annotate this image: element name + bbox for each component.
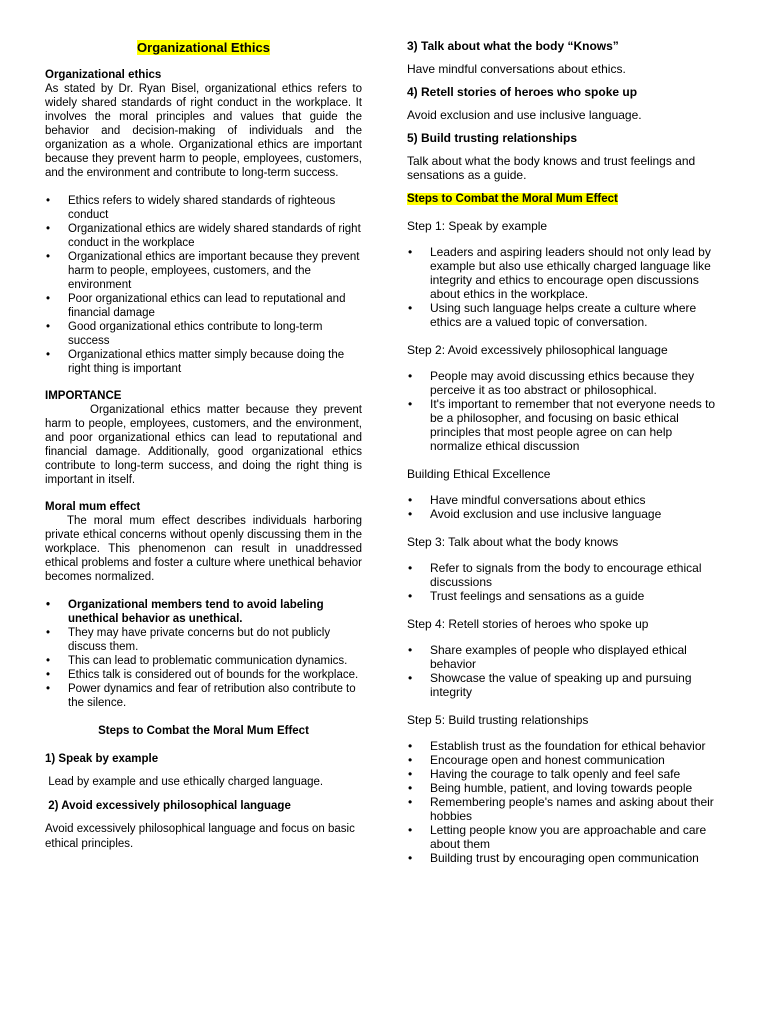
list-item: • Poor organizational ethics can lead to reputational and financial damage — [45, 292, 362, 320]
list-item: • Organizational ethics are important because they prevent harm to people, employees, customers, and the environment — [45, 250, 362, 292]
step1-label: Step 1: Speak by example — [407, 219, 548, 233]
section-heading-steps: Steps to Combat the Moral Mum Effect — [98, 725, 309, 737]
list-item: • Good organizational ethics contribute to long-term success — [45, 320, 362, 348]
list-item: • Trust feelings and sensations as a guide — [407, 589, 725, 603]
building-ethical-excellence-label: Building Ethical Excellence — [407, 467, 551, 481]
step5-bullets — [407, 739, 725, 865]
list-item: • Establish trust as the foundation for ethical behavior — [407, 739, 725, 753]
list-item: • Encourage open and honest communication — [407, 753, 725, 767]
step3-label: Step 3: Talk about what the body knows — [407, 535, 619, 549]
step4-bullets — [407, 643, 725, 699]
step1-bullets — [407, 245, 725, 329]
list-item: • Have mindful conversations about ethics — [407, 493, 725, 507]
building-ethical-excellence-bullets — [407, 493, 725, 521]
list-item: • Organizational ethics are widely shared standards of right conduct in the workplace — [45, 222, 362, 250]
list-item: • This can lead to problematic communication dynamics. — [45, 654, 362, 668]
section-heading-importance: IMPORTANCE — [45, 390, 122, 402]
steps-title — [407, 192, 725, 206]
list-item: • They may have private concerns but do not publicly discuss them. — [45, 626, 362, 654]
list-item: • Remembering people's names and asking about their hobbies — [407, 795, 725, 823]
list-item: • Having the courage to talk openly and feel safe — [407, 767, 725, 781]
step1-text: Lead by example and use ethically charged language. — [48, 776, 324, 788]
step5-label: Step 5: Build trusting relationships — [407, 713, 589, 727]
bullet-list-moral-mum — [45, 598, 362, 710]
paragraph-moral-mum: The moral mum effect describes individuals harboring private ethical concerns without openly discussing them in the workplace. This phenomenon can result in unaddressed ethical problems and foster a culture where unethical behavior becomes normalized. — [45, 515, 362, 583]
list-item: • Share examples of people who displayed ethical behavior — [407, 643, 725, 671]
list-item: • Ethics talk is considered out of bounds for the workplace. — [45, 668, 362, 682]
list-item: • Leaders and aspiring leaders should not only lead by example but also use ethically charged language like integrity and ethics to encourage open discussions about ethics in the workplace. — [407, 245, 725, 301]
list-item: • It's important to remember that not everyone needs to be a philosopher, and focusing on basic ethical principles that most people agree on can help normalize ethical discussion — [407, 397, 725, 453]
step2-bullets — [407, 369, 725, 453]
right-column — [407, 0, 725, 865]
step3-heading: 3) Talk about what the body “Knows” — [407, 39, 619, 53]
list-item: • Being humble, patient, and loving towards people — [407, 781, 725, 795]
list-item: • Showcase the value of speaking up and pursuing integrity — [407, 671, 725, 699]
list-item: • Letting people know you are approachable and care about them — [407, 823, 725, 851]
list-item: • Organizational members tend to avoid labeling unethical behavior as unethical. — [45, 598, 362, 626]
step4-text: Avoid exclusion and use inclusive language. — [407, 108, 642, 122]
step5-text: Talk about what the body knows and trust feelings and sensations as a guide. — [407, 154, 696, 182]
section-heading-moral-mum: Moral mum effect — [45, 501, 141, 513]
steps-title-text: Steps to Combat the Moral Mum Effect — [407, 193, 618, 205]
document-title — [45, 40, 362, 55]
step3-text: Have mindful conversations about ethics. — [407, 62, 626, 76]
list-item: • Ethics refers to widely shared standards of righteous conduct — [45, 194, 362, 222]
left-column — [45, 0, 362, 852]
step4-heading: 4) Retell stories of heroes who spoke up — [407, 85, 638, 99]
list-item: • Avoid exclusion and use inclusive language — [407, 507, 725, 521]
list-item: • People may avoid discussing ethics because they perceive it as too abstract or philosophical. — [407, 369, 725, 397]
step2-text: Avoid excessively philosophical language and focus on basic ethical principles. — [45, 823, 355, 850]
step2-heading: 2) Avoid excessively philosophical language — [48, 800, 291, 812]
list-item: • Refer to signals from the body to encourage ethical discussions — [407, 561, 725, 589]
list-item: • Building trust by encouraging open communication — [407, 851, 725, 865]
step3-bullets — [407, 561, 725, 603]
section-heading-organizational-ethics: Organizational ethics — [45, 69, 162, 81]
list-item: • Using such language helps create a culture where ethics are a valued topic of conversation. — [407, 301, 725, 329]
step2-label: Step 2: Avoid excessively philosophical language — [407, 343, 668, 357]
list-item: • Power dynamics and fear of retribution also contribute to the silence. — [45, 682, 362, 710]
bullet-list-ethics — [45, 194, 362, 376]
paragraph-importance: Organizational ethics matter because they prevent harm to people, employees, customers, and the environment, and poor organizational ethics can lead to reputational and financial damage. Additionally, good organizational ethics contribute to long-term success, and doing the right thing is important in itself. — [45, 404, 362, 486]
paragraph-definition: As stated by Dr. Ryan Bisel, organizational ethics refers to widely shared standards of right conduct in the workplace. It involves the moral principles and values that guide the behavior and decision-making of individuals and the organization as a whole. Organizational ethics are important because they prevent harm to people, employees, customers, and the environment and contribute to long-term success. — [45, 83, 362, 179]
document-title-text: Organizational Ethics — [137, 40, 270, 55]
step5-heading: 5) Build trusting relationships — [407, 131, 578, 145]
step1-heading: 1) Speak by example — [45, 753, 159, 765]
list-item: • Organizational ethics matter simply because doing the right thing is important — [45, 348, 362, 376]
step4-label: Step 4: Retell stories of heroes who spoke up — [407, 617, 649, 631]
